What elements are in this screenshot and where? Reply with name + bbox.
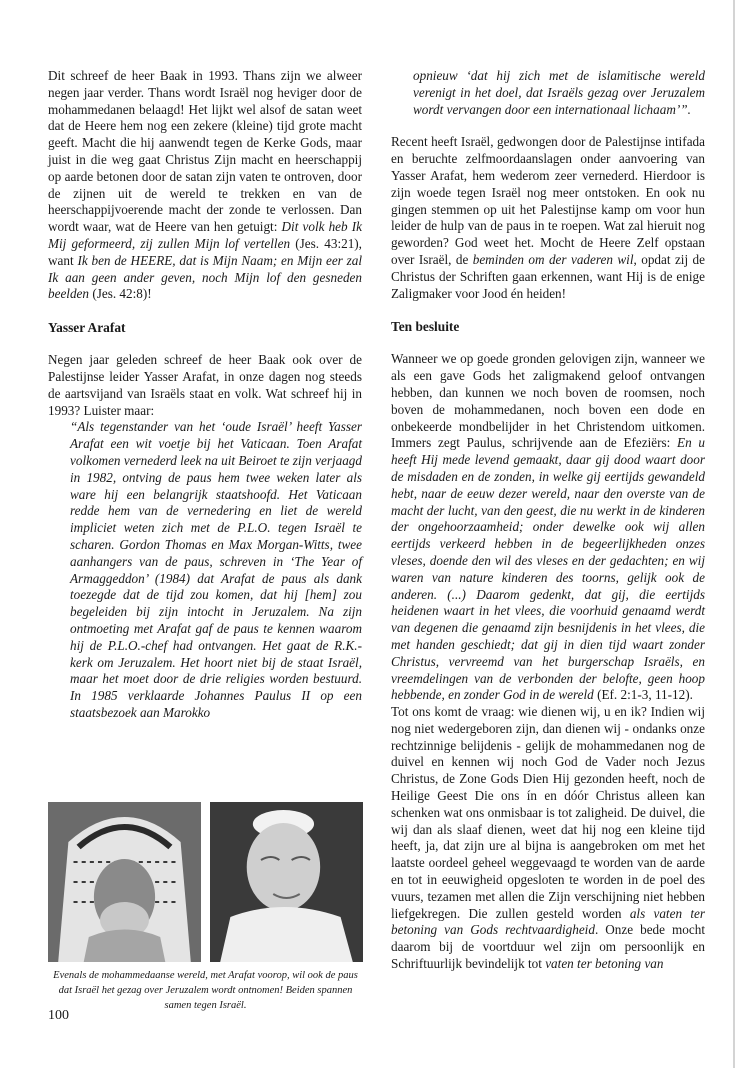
block-quote-continued: opnieuw ‘dat hij zich met de islamitische wereld verenigt in het doel, dat Israëls gezag over Jeruzalem wordt vervangen door een internationaal lichaam’”. bbox=[413, 68, 705, 117]
paragraph-efeziers: Wanneer we op goede gronden gelovigen zijn, wanneer we als een gave Gods het zaligmakend geloof ontvangen hebben, dan kunnen we noch boven de roomsen, noch boven de mohammedanen, noch boven een dode en onbekeerde mondbelijder in het Christendom uitkomen. Immers zegt Paulus, schrijvende aan de Efeziërs: En u heeft Hij mede levend gemaakt, daar gij dood waart door de misdaden en de zonden, in welke gij eertijds gewandeld hebt, naar de eeuw dezer wereld, naar den overste van de macht der lucht, van den geest, die nu werkt in de kinderen der ongehoorzaamheid; onder dewelke ook wij allen eertijds verkeerd hebben in de begeerlijkheden onzes vleses, doende den wil des vleses en der gedachten; en wij waren van nature kinderen des toorns, gelijk ook de anderen. (...) Daarom gedenkt, dat gij, die eertijds heidenen waart in het vlees, die voorhuid genaamd werdt van degenen die genaamd zijn besnijdenis in het vlees, die met handen geschiedt; dat gij in dien tijd waart zonder Christus, vervreemd van het burgerschap Israëls, en vreemdelingen van de verbonden der belofte, geen hoop hebbende, en zonder God in de wereld (Ef. 2:1-3, 11-12). bbox=[391, 351, 705, 703]
right-column bbox=[391, 68, 705, 973]
paragraph-question: Tot ons komt de vraag: wie dienen wij, u en ik? Indien wij nog niet wedergeboren zijn, dan dienen wij - ondanks onze rechtzinnige belijdenis - gelijk de mohammedanen nog de duivel en kennen wij noch God de Vader noch Jezus Christus, de Zone Gods Dien Hij gezonden heeft, noch de Heilige Geest Die ons ín en dóór Christus alleen kan schenken wat ons onmisbaar is tot zaligheid. De duivel, die wij dan als slaaf dienen, weet dat hij nog een kleine tijd heeft, ja, dat zijn ure al bijna is aangebroken om met het laatste oordeel geheel weggevaagd te worden van de aarde en tot in eeuwigheid opgesloten te worden in de poel des vuurs, tezamen met allen die Zijn verschijning niet hebben liefgekregen. Die zullen gesteld worden als vaten ter betoning van Gods rechtvaardigheid. Onze bede mocht daarom bij de voortduur wel zijn om persoonlijk en Schriftuurlijk bevindelijk tot vaten ter betoning van bbox=[391, 704, 705, 972]
arafat-portrait-image bbox=[48, 802, 201, 962]
photo-arafat bbox=[48, 802, 201, 962]
block-quote-baak: “Als tegenstander van het ‘oude Israël’ heeft Yasser Arafat een wit voetje bij het Vaticaan. Toen Arafat volkomen vernederd leek na uit Beiroet te zijn verjaagd in 1982, ontving de paus hem twee weken later als ware hij een belangrijk staatshoofd. Het Vaticaan redde hem van de vernedering en liet de wereld impliciet weten zich met de P.L.O. tegen Israël te scharen. Gordon Thomas en Max Morgan-Witts, twee aanhangers van de paus, schreven in ‘The Year of Armaggeddon’ (1984) dat Arafat de paus als dank toezegde dat de tijd zou komen, dat hij [hem] zou begeleiden bij zijn intocht in Jeruzalem. Na zijn ontmoeting met Arafat gaf de paus te kennen waarom hij de P.L.O.-chef had ontvangen. Het gaat de R.K.-kerk om Jeruzalem. Het hoort niet bij de staat Israël, maar het moet door de drie religies worden bestuurd. In 1985 verklaarde Johannes Paulus II op een staatsbezoek aan Marokko bbox=[70, 419, 362, 720]
section-heading-ten-besluite: Ten besluite bbox=[391, 319, 460, 335]
paragraph-baak-1993: Dit schreef de heer Baak in 1993. Thans zijn we alweer negen jaar verder. Thans wordt Israël nog heviger door de mohammedanen belaagd! Het lijkt wel alsof de satan weet dat de Heere hem nog een zekere (kleine) tijd grote macht geeft. Macht die hij aanwendt tegen de Kerke Gods, maar juist in die weg gaat Christus Zijn macht en heerschappij op aarde betonen door de satan zijn vaten te ontroven, door de zijnen uit de wereld te trekken en van de heerschappijvoerende macht der zonde te verlossen. Dan wordt waar, wat de Heere van hen getuigt: Dit volk heb Ik Mij geformeerd, zij zullen Mijn lof vertellen (Jes. 43:21), want Ik ben de HEERE, dat is Mijn Naam; en Mijn eer zal Ik aan geen ander geven, noch Mijn lof den gesneden beelden (Jes. 42:8)! bbox=[48, 68, 362, 302]
left-column bbox=[48, 68, 362, 722]
scripture-quote: Dit volk heb Ik Mij geformeerd, zij zullen Mijn lof vertellen bbox=[48, 219, 362, 251]
photo-pope bbox=[210, 802, 363, 962]
paragraph-recent: Recent heeft Israël, gedwongen door de Palestijnse intifada en beruchte zelfmoordaanslagen onder aanvoering van Yasser Arafat, hem wederom zeer vernederd. Hierdoor is zijn woede tegen Israël nog meer ontstoken. En ook nu gingen stemmen op uit het Palestijnse kamp om voor hun leider de hulp van de paus in te roepen. Wat zal hieruit nog geworden? God weet het. Mocht de Heere Zelf opstaan over Israël, de beminden om der vaderen wil, opdat zij de Christus der Schriften gaan erkennen, want Hij is de enige Zaligmaker voor Jood én heiden! bbox=[391, 134, 705, 301]
photo-figure bbox=[48, 802, 363, 962]
section-heading-arafat: Yasser Arafat bbox=[48, 320, 126, 336]
paragraph-arafat-intro: Negen jaar geleden schreef de heer Baak ook over de Palestijnse leider Yasser Arafat, in onze dagen nog steeds de aartsvijand van Israëls staat en volk. Wat schreef hij in 1993? Luister maar: bbox=[48, 352, 362, 418]
scripture-quote: En u heeft Hij mede levend gemaakt, daar gij dood waart door de misdaden en de zonden, in welke gij eertijds gewandeld hebt, naar de eeuw dezer wereld, naar den overste van de macht der lucht, van den geest, die nu werkt in de kinderen der ongehoorzaamheid; onder dewelke ook wij allen eertijds verkeerd hebben in de begeerlijkheden onzes vleses, doende den wil des vleses en der gedachten; en wij waren van nature kinderen des toorns, gelijk ook de anderen. (...) Daarom gedenkt, dat gij, die eertijds heidenen waart in het vlees, die voorhuid genaamd werdt van degenen die genaamd zijn besnijdenis in het vlees, die met handen geschiedt; dat gij in dien tijd waart zonder Christus, vervreemd van het burgerschap Israëls, en vreemdelingen van de verbonden der belofte, geen hoop hebbende, en zonder God in de wereld bbox=[391, 435, 705, 703]
scripture-quote: Ik ben de HEERE, dat is Mijn Naam; en Mijn eer zal Ik aan geen ander geven, noch Mijn lof den gesneden beelden bbox=[48, 252, 362, 302]
pope-portrait-image bbox=[210, 802, 363, 962]
figure-caption: Evenals de mohammedaanse wereld, met Arafat voorop, wil ook de paus dat Israël het gezag over Jeruzalem wordt ontnomen! Beiden spannen samen tegen Israël. bbox=[53, 970, 358, 1011]
scan-edge-line bbox=[733, 0, 735, 1068]
page-number: 100 bbox=[48, 1008, 69, 1023]
